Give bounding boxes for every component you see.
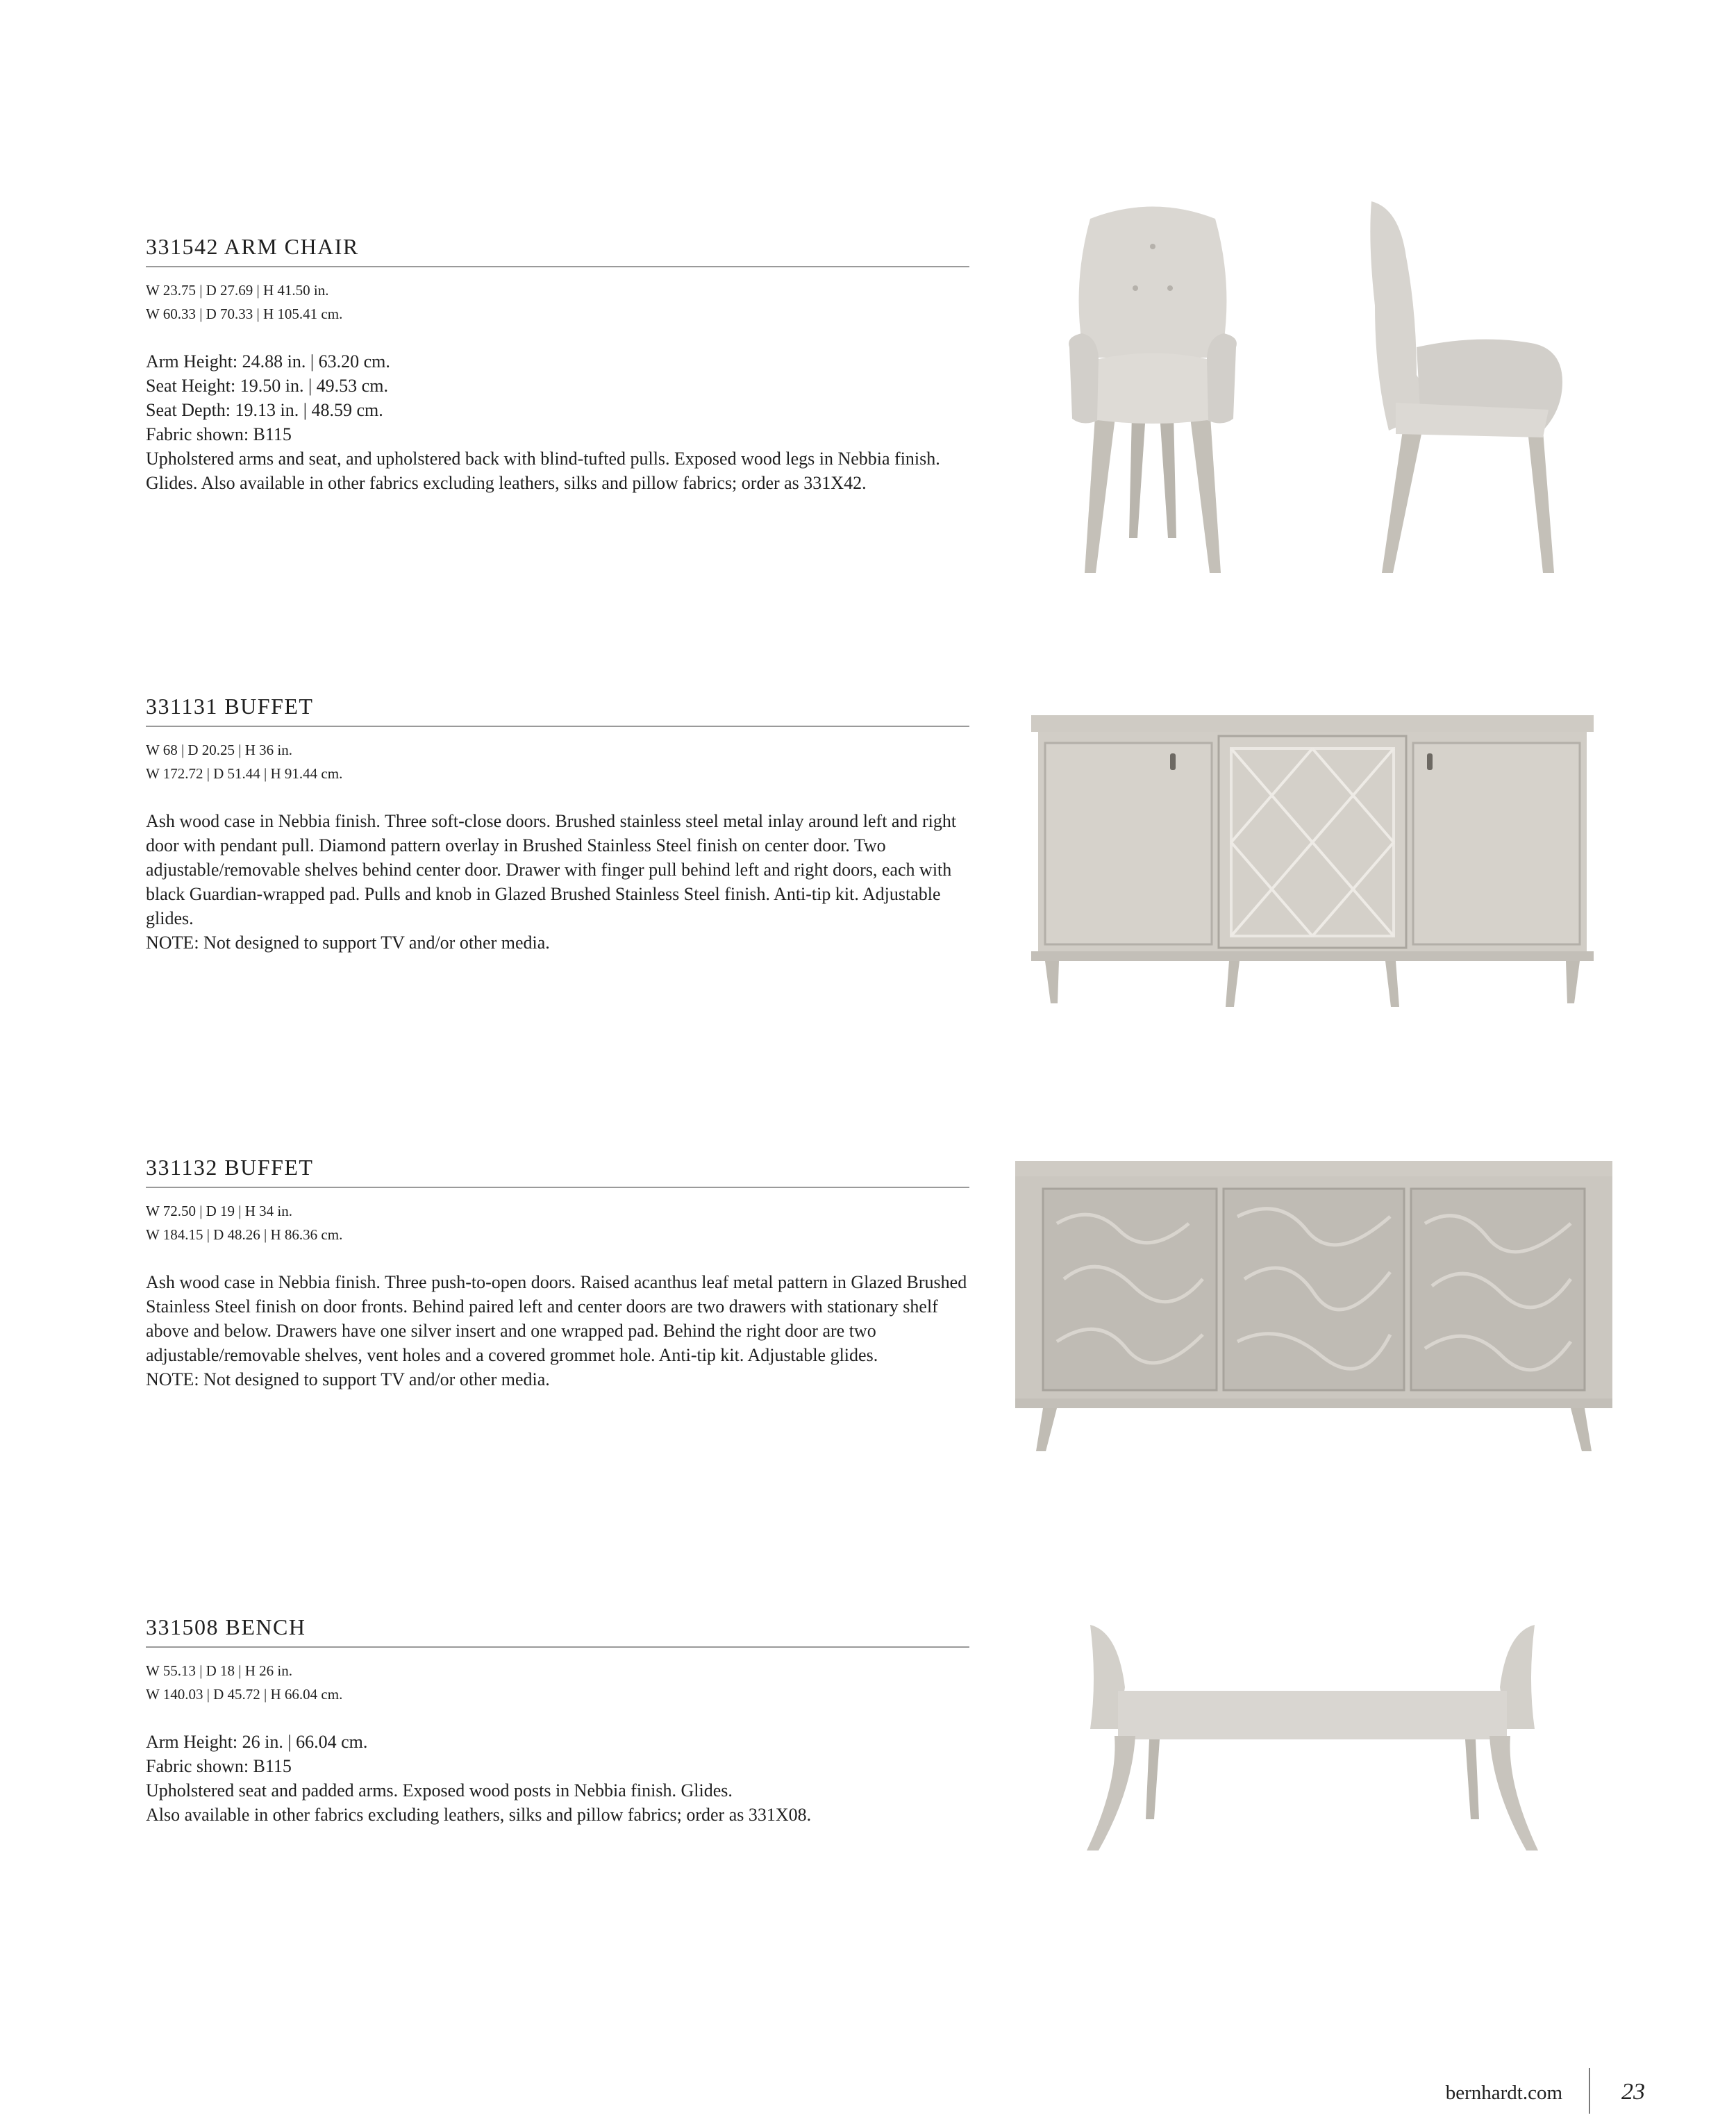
buffet-331131-image	[1031, 715, 1594, 1007]
arm-height: Arm Height: 26 in. | 66.04 cm.	[146, 1732, 368, 1753]
seat-height: Seat Height: 19.50 in. | 49.53 cm.	[146, 376, 388, 396]
description-text: Ash wood case in Nebbia finish. Three push-to-open doors. Raised acanthus leaf metal pattern in Glazed Brushed Stainless Steel finish on door fronts. Behind paired left and center doors are two drawers with stationary shelf above and below. Drawers have one silver insert and one wrapped pad. Behind the right door are two adjustable/removable shelves, vent holes and a covered grommet hole. Anti-tip kit. Adjustable glides.	[146, 1272, 967, 1366]
product-title: 331508 BENCH	[146, 1615, 969, 1648]
dimensions-cm: W 172.72 | D 51.44 | H 91.44 cm.	[146, 765, 343, 783]
description-text: Ash wood case in Nebbia finish. Three soft-close doors. Brushed stainless steel metal inlay around left and right door with pendant pull. Diamond pattern overlay in Brushed Stainless Steel finish on center door. Two adjustable/removable shelves behind center door. Drawer with finger pull behind left and right doors, each with black Guardian-wrapped pad. Pulls and knob in Glazed Brushed Stainless Steel finish. Anti-tip kit. Adjustable glides.	[146, 811, 957, 929]
product-title: 331131 BUFFET	[146, 694, 969, 727]
arm-chair-front-image	[1042, 198, 1264, 576]
fabric-shown: Fabric shown: B115	[146, 1756, 292, 1777]
product-description	[146, 1730, 969, 1827]
product-description	[146, 349, 969, 495]
dimensions-cm: W 184.15 | D 48.26 | H 86.36 cm.	[146, 1226, 343, 1244]
product-buffet-331131	[146, 694, 969, 955]
product-description	[146, 809, 969, 955]
product-description	[146, 1270, 969, 1392]
buffet-331132-image	[1015, 1161, 1612, 1453]
seat-depth: Seat Depth: 19.13 in. | 48.59 cm.	[146, 400, 383, 421]
footer-divider	[1589, 2068, 1590, 2114]
product-title: 331542 ARM CHAIR	[146, 235, 969, 267]
dimensions	[146, 1659, 969, 1706]
product-arm-chair	[146, 235, 969, 495]
availability-text: Also available in other fabrics excluding leathers, silks and pillow fabrics; order as 331X08.	[146, 1805, 812, 1826]
dimensions-cm: W 60.33 | D 70.33 | H 105.41 cm.	[146, 306, 343, 323]
description-text: Upholstered seat and padded arms. Exposed wood posts in Nebbia finish. Glides.	[146, 1780, 733, 1801]
arm-height: Arm Height: 24.88 in. | 63.20 cm.	[146, 351, 390, 372]
dimensions-inches: W 72.50 | D 19 | H 34 in.	[146, 1203, 293, 1220]
fabric-shown: Fabric shown: B115	[146, 424, 292, 445]
dimensions	[146, 738, 969, 785]
product-bench	[146, 1615, 969, 1827]
arm-chair-side-image	[1354, 201, 1583, 576]
dimensions	[146, 1199, 969, 1246]
dimensions-inches: W 23.75 | D 27.69 | H 41.50 in.	[146, 282, 329, 299]
note-text: NOTE: Not designed to support TV and/or other media.	[146, 1369, 550, 1390]
dimensions-inches: W 68 | D 20.25 | H 36 in.	[146, 742, 293, 759]
dimensions-inches: W 55.13 | D 18 | H 26 in.	[146, 1662, 293, 1680]
dimensions	[146, 278, 969, 326]
note-text: NOTE: Not designed to support TV and/or other media.	[146, 933, 550, 953]
page-number: 23	[1621, 2079, 1645, 2105]
bench-image	[1076, 1625, 1549, 1854]
footer-website: bernhardt.com	[1445, 2082, 1562, 2104]
product-buffet-331132	[146, 1155, 969, 1392]
product-title: 331132 BUFFET	[146, 1155, 969, 1188]
dimensions-cm: W 140.03 | D 45.72 | H 66.04 cm.	[146, 1686, 343, 1703]
description-text: Upholstered arms and seat, and upholstered back with blind-tufted pulls. Exposed wood legs in Nebbia finish. Glides. Also available in other fabrics excluding leathers, silks and pillow fabrics; order as 331X42.	[146, 449, 940, 494]
